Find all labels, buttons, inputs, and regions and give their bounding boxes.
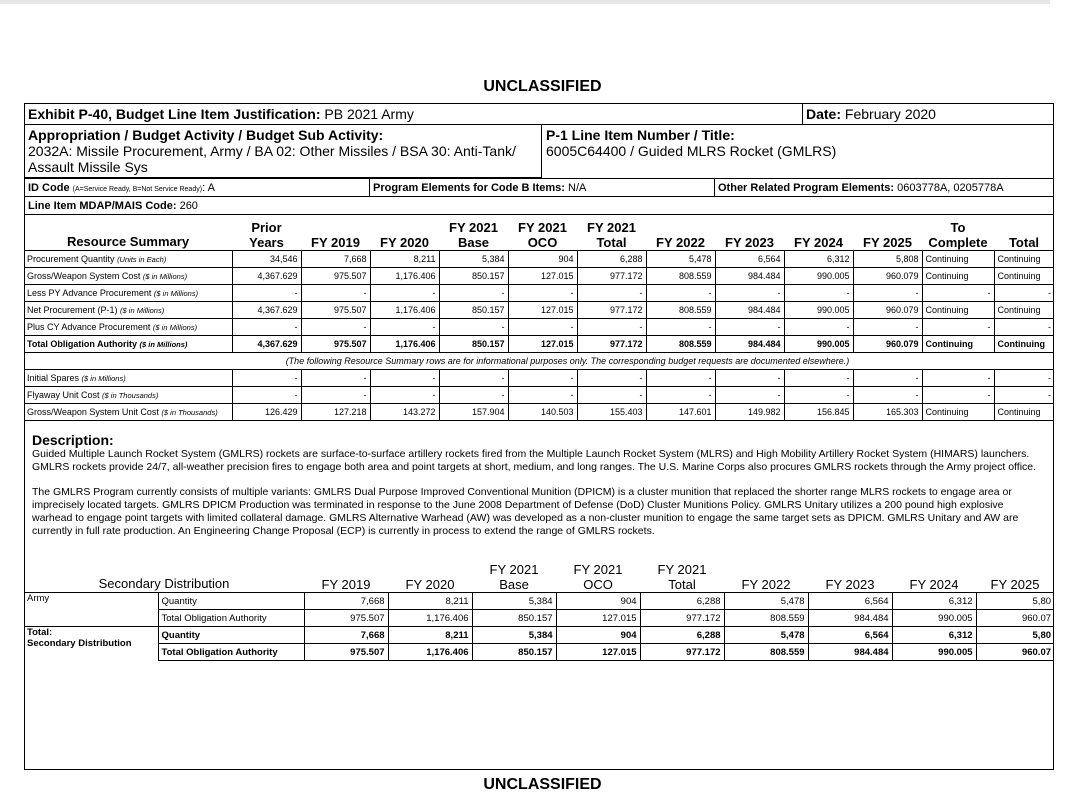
- other-pe-value: 0603778A, 0205778A: [894, 182, 1004, 194]
- cell: -: [784, 285, 853, 302]
- cell: -: [922, 387, 994, 404]
- cell: Continuing: [994, 404, 1054, 421]
- cell: -: [439, 370, 508, 387]
- column-header: FY 2021 Total: [587, 220, 636, 250]
- cell: 975.507: [304, 644, 388, 661]
- cell: -: [646, 285, 715, 302]
- cell: Continuing: [922, 268, 994, 285]
- table-row: [24, 644, 1054, 661]
- window-top-border: [0, 0, 1050, 4]
- cell: 5,478: [724, 627, 808, 644]
- column-header: Total: [1008, 235, 1040, 250]
- cell: -: [301, 319, 370, 336]
- cell: 156.845: [784, 404, 853, 421]
- cell: 975.507: [304, 610, 388, 627]
- cell: -: [853, 319, 922, 336]
- row-unit: ($ in Millions): [81, 374, 126, 383]
- group-label-subtext: Secondary Distribution: [27, 638, 132, 649]
- cell: -: [508, 285, 577, 302]
- cell: 5,384: [439, 251, 508, 268]
- cell: Continuing: [994, 251, 1054, 268]
- cell: 5,808: [853, 251, 922, 268]
- program-elements-field: [373, 182, 586, 194]
- cell: -: [784, 319, 853, 336]
- cell: 960.079: [853, 302, 922, 319]
- cell: -: [370, 387, 439, 404]
- table-row: [24, 336, 1054, 353]
- info-note: (The following Resource Summary rows are for informational purposes only. The corresponding budget requests are documented elsewhere.): [285, 356, 850, 366]
- mdap-label: Line Item MDAP/MAIS Code:: [28, 200, 177, 212]
- cell: 1,176.406: [388, 644, 472, 661]
- appropriation-label: Appropriation / Budget Activity / Budget Sub Activity:: [28, 127, 384, 143]
- table-row: [24, 251, 1054, 268]
- cell: -: [715, 285, 784, 302]
- cell: 850.157: [472, 610, 556, 627]
- cell: 977.172: [577, 336, 646, 353]
- table-row: [24, 268, 1054, 285]
- cell: 155.403: [577, 404, 646, 421]
- cell: -: [646, 319, 715, 336]
- cell: -: [439, 387, 508, 404]
- cell: -: [646, 370, 715, 387]
- cell: -: [784, 370, 853, 387]
- cell: 6,288: [577, 251, 646, 268]
- cell: 4,367.629: [232, 302, 301, 319]
- cell: -: [922, 285, 994, 302]
- cell: 977.172: [577, 268, 646, 285]
- column-header: FY 2021 Total: [657, 562, 707, 592]
- description-heading: Description:: [32, 432, 114, 448]
- cell: -: [370, 370, 439, 387]
- cell: -: [232, 319, 301, 336]
- cell: Continuing: [922, 251, 994, 268]
- description-paragraph-2: The GMLRS Program currently consists of multiple variants: GMLRS Dual Purpose Improved Conventional Munition (DPICM) is a cluster munition that replaced the shorter range MLRS rockets to engage area or imprecisely located targets. GMLRS DPICM Production was terminated in response to the June 2008 Department of Defense (DoD) Cluster Munitions Policy. GMLRS Unitary utilizes a 200 pound high explosive warhead to engage point targets with limited collateral damage. GMLRS Alternative Warhead (AW) was developed as a non-cluster munition to engage the same target sets as DPICM. GMLRS Unitary and AW are currently in full rate production. An Engineering Change Proposal (ECP) is currently in process to extend the range of GMLRS rockets.: [32, 486, 1019, 537]
- cell: -: [715, 319, 784, 336]
- cell: -: [646, 387, 715, 404]
- cell: 6,312: [784, 251, 853, 268]
- cell: 5,384: [472, 593, 556, 610]
- column-header: FY 2025: [863, 235, 912, 250]
- row-label-text: Gross/Weapon System Cost: [27, 271, 141, 281]
- row-label: [24, 370, 232, 387]
- cell: 808.559: [646, 268, 715, 285]
- cell: 127.015: [508, 302, 577, 319]
- row-unit: ($ in Thousands): [102, 391, 159, 400]
- exhibit-title: [28, 106, 414, 122]
- cell: 5,478: [646, 251, 715, 268]
- row-label: [24, 285, 232, 302]
- divider: [714, 178, 715, 197]
- cell: -: [994, 319, 1054, 336]
- id-code-field: [28, 182, 215, 194]
- column-header: FY 2020: [380, 235, 429, 250]
- other-program-elements-field: [718, 182, 1004, 194]
- cell: 4,367.629: [232, 336, 301, 353]
- cell: -: [301, 370, 370, 387]
- cell: 127.015: [556, 610, 640, 627]
- row-unit: ($ in Millions): [139, 340, 188, 349]
- cell: 850.157: [472, 644, 556, 661]
- group-label-text: Total:: [27, 627, 53, 638]
- table-row: [24, 302, 1054, 319]
- column-header: FY 2024: [794, 235, 843, 250]
- cell: Continuing: [922, 302, 994, 319]
- row-label-text: Plus CY Advance Procurement: [27, 322, 151, 332]
- cell: -: [994, 285, 1054, 302]
- group-label: [24, 593, 158, 627]
- column-header: FY 2021 Base: [489, 562, 539, 592]
- cell: -: [994, 370, 1054, 387]
- secondary-distribution-table: [24, 557, 1054, 661]
- cell: 850.157: [439, 336, 508, 353]
- cell: 850.157: [439, 302, 508, 319]
- cell: 5,80: [976, 593, 1054, 610]
- cell: -: [715, 370, 784, 387]
- row-label-text: Gross/Weapon System Unit Cost: [27, 407, 159, 417]
- cell: 143.272: [370, 404, 439, 421]
- cell: -: [232, 370, 301, 387]
- cell: 984.484: [715, 268, 784, 285]
- row-label-text: Net Procurement (P-1): [27, 305, 118, 315]
- column-header: FY 2020: [405, 577, 455, 592]
- cell: 984.484: [715, 302, 784, 319]
- resource-summary-header-row: [24, 215, 1054, 251]
- column-header: FY 2024: [909, 577, 959, 592]
- row-unit: ($ in Thousands): [161, 408, 218, 417]
- mdap-value: 260: [176, 200, 198, 212]
- other-pe-label: Other Related Program Elements:: [718, 182, 895, 194]
- column-header: FY 2019: [311, 235, 360, 250]
- exhibit-value: PB 2021 Army: [320, 106, 414, 122]
- table-row: [24, 370, 1054, 387]
- cell: 140.503: [508, 404, 577, 421]
- cell: -: [922, 370, 994, 387]
- cell: -: [301, 285, 370, 302]
- cell: 990.005: [784, 302, 853, 319]
- cell: 960.079: [853, 268, 922, 285]
- cell: Continuing: [994, 336, 1054, 353]
- cell: 127.015: [508, 268, 577, 285]
- cell: 149.982: [715, 404, 784, 421]
- row-label-text: Less PY Advance Procurement: [27, 288, 152, 298]
- p1-value: 6005C64400 / Guided MLRS Rocket (GMLRS): [546, 143, 837, 159]
- cell: 6,312: [892, 627, 976, 644]
- row-label: [24, 302, 232, 319]
- cell: -: [853, 370, 922, 387]
- cell: 127.015: [508, 336, 577, 353]
- row-label: [24, 387, 232, 404]
- exhibit-label: Exhibit P-40, Budget Line Item Justification:: [28, 106, 321, 122]
- p1-label: P-1 Line Item Number / Title:: [546, 127, 735, 143]
- row-unit: ($ in Millions): [142, 272, 188, 281]
- cell: 960.07: [976, 644, 1054, 661]
- appropriation-value-line2: Assault Missile Sys: [28, 159, 148, 175]
- cell: 975.507: [301, 336, 370, 353]
- column-header: FY 2021 OCO: [573, 562, 623, 592]
- cell: 975.507: [301, 268, 370, 285]
- cell: -: [508, 370, 577, 387]
- cell: Continuing: [922, 404, 994, 421]
- cell: 8,211: [388, 627, 472, 644]
- table-row: [24, 404, 1054, 421]
- cell: 7,668: [301, 251, 370, 268]
- cell: 1,176.406: [370, 336, 439, 353]
- cell: 8,211: [370, 251, 439, 268]
- description-paragraph-1: Guided Multiple Launch Rocket System (GMLRS) rockets are surface-to-surface artillery rockets fired from the Multiple Launch Rocket System (MLRS) and High Mobility Artillery Rocket System (HIMARS) launchers. GMLRS rockets provide 24/7, all-weather precision fires to engage both area and point targets at short, medium, and long ranges. The U.S. Marine Corps also procures GMLRS rockets through the Army project office.: [32, 448, 1037, 473]
- divider: [369, 178, 370, 197]
- row-label-text: Flyaway Unit Cost: [27, 390, 100, 400]
- cell: 975.507: [301, 302, 370, 319]
- column-header: FY 2023: [725, 235, 774, 250]
- row-unit: (Units in Each): [117, 255, 167, 264]
- cell: 984.484: [808, 610, 892, 627]
- cell: -: [715, 387, 784, 404]
- cell: 808.559: [646, 336, 715, 353]
- column-header: FY 2025: [990, 577, 1040, 592]
- cell: 5,384: [472, 627, 556, 644]
- table-row: [24, 610, 1054, 627]
- cell: 850.157: [439, 268, 508, 285]
- cell: -: [508, 319, 577, 336]
- table-row: [24, 387, 1054, 404]
- cell: 7,668: [304, 593, 388, 610]
- date-field: [806, 106, 936, 122]
- cell: 157.904: [439, 404, 508, 421]
- cell: -: [994, 387, 1054, 404]
- cell: 904: [556, 627, 640, 644]
- cell: 977.172: [640, 644, 724, 661]
- cell: -: [439, 319, 508, 336]
- cell: -: [508, 387, 577, 404]
- cell: 127.218: [301, 404, 370, 421]
- cell: -: [439, 285, 508, 302]
- cell: 34,546: [232, 251, 301, 268]
- row-label-text: Procurement Quantity: [27, 254, 115, 264]
- cell: 960.079: [853, 336, 922, 353]
- cell: -: [301, 387, 370, 404]
- column-header: FY 2019: [321, 577, 371, 592]
- cell: 984.484: [715, 336, 784, 353]
- cell: 904: [556, 593, 640, 610]
- cell: 977.172: [577, 302, 646, 319]
- group-label-text: Army: [27, 593, 50, 604]
- cell: 808.559: [724, 644, 808, 661]
- cell: 990.005: [892, 610, 976, 627]
- row-label: Total Obligation Authority: [158, 610, 304, 627]
- cell: 808.559: [724, 610, 808, 627]
- row-label: [24, 404, 232, 421]
- cell: -: [577, 285, 646, 302]
- appropriation-field: [28, 127, 516, 175]
- cell: 4,367.629: [232, 268, 301, 285]
- cell: 8,211: [388, 593, 472, 610]
- cell: 165.303: [853, 404, 922, 421]
- row-label: Quantity: [158, 627, 304, 644]
- table-row: [24, 319, 1054, 336]
- cell: 808.559: [646, 302, 715, 319]
- program-elements-value: N/A: [564, 182, 587, 194]
- secondary-distribution-header-row: [24, 557, 1054, 593]
- cell: -: [784, 387, 853, 404]
- column-header: FY 2021 OCO: [518, 220, 567, 250]
- id-code-value: : A: [202, 182, 215, 194]
- row-label: [24, 251, 232, 268]
- p1-line-item-field: [546, 127, 836, 159]
- cell: 127.015: [556, 644, 640, 661]
- resource-summary-table: [24, 215, 1054, 421]
- cell: Continuing: [994, 268, 1054, 285]
- cell: 147.601: [646, 404, 715, 421]
- cell: 984.484: [808, 644, 892, 661]
- table-row: [24, 593, 1054, 610]
- row-unit: ($ in Millions): [120, 306, 165, 315]
- cell: 1,176.406: [388, 610, 472, 627]
- cell: -: [370, 285, 439, 302]
- cell: 990.005: [784, 268, 853, 285]
- table-row: [24, 627, 1054, 644]
- cell: -: [853, 387, 922, 404]
- column-header: FY 2021 Base: [449, 220, 498, 250]
- id-code-label: ID Code: [28, 182, 70, 194]
- cell: -: [232, 387, 301, 404]
- column-header: FY 2023: [825, 577, 875, 592]
- date-label: Date:: [806, 106, 842, 122]
- cell: 990.005: [892, 644, 976, 661]
- column-header: FY 2022: [656, 235, 705, 250]
- row-label-text: Total Obligation Authority: [27, 339, 137, 349]
- cell: 7,668: [304, 627, 388, 644]
- date-value: February 2020: [841, 106, 936, 122]
- group-label: [24, 627, 158, 661]
- cell: Continuing: [922, 336, 994, 353]
- cell: 960.07: [976, 610, 1054, 627]
- cell: 5,80: [976, 627, 1054, 644]
- cell: 6,288: [640, 593, 724, 610]
- table-row: [24, 285, 1054, 302]
- column-header: FY 2022: [741, 577, 791, 592]
- cell: 1,176.406: [370, 302, 439, 319]
- cell: 990.005: [784, 336, 853, 353]
- cell: -: [370, 319, 439, 336]
- row-unit: ($ in Millions): [153, 289, 199, 298]
- column-header: To Complete: [928, 220, 988, 250]
- info-note-row: [24, 353, 1054, 370]
- column-header: Prior Years: [249, 220, 284, 250]
- secondary-distribution-title: Secondary Distribution: [98, 576, 230, 591]
- cell: 126.429: [232, 404, 301, 421]
- cell: -: [577, 370, 646, 387]
- appropriation-value-line1: 2032A: Missile Procurement, Army / BA 02: Other Missiles / BSA 30: Anti-Tank/: [28, 143, 516, 159]
- row-label: Total Obligation Authority: [158, 644, 304, 661]
- cell: 6,312: [892, 593, 976, 610]
- resource-summary-title: Resource Summary: [66, 234, 190, 249]
- description-section: [32, 432, 1044, 538]
- cell: -: [232, 285, 301, 302]
- row-label: [24, 268, 232, 285]
- cell: 6,288: [640, 627, 724, 644]
- cell: 904: [508, 251, 577, 268]
- cell: -: [577, 319, 646, 336]
- cell: 6,564: [808, 627, 892, 644]
- cell: Continuing: [994, 302, 1054, 319]
- row-unit: ($ in Millions): [152, 323, 198, 332]
- cell: 6,564: [808, 593, 892, 610]
- cell: -: [853, 285, 922, 302]
- cell: 977.172: [640, 610, 724, 627]
- cell: 6,564: [715, 251, 784, 268]
- row-label-text: Initial Spares: [27, 373, 80, 383]
- cell: -: [577, 387, 646, 404]
- classification-banner-bottom: UNCLASSIFIED: [483, 776, 602, 793]
- cell: 5,478: [724, 593, 808, 610]
- id-code-note: (A=Service Ready, B=Not Service Ready): [72, 186, 203, 193]
- row-label: [24, 336, 232, 353]
- mdap-field: [28, 200, 198, 212]
- classification-banner-top: UNCLASSIFIED: [483, 78, 602, 95]
- row-label: [24, 319, 232, 336]
- cell: 1,176.406: [370, 268, 439, 285]
- row-label: Quantity: [158, 593, 304, 610]
- program-elements-label: Program Elements for Code B Items:: [373, 182, 565, 194]
- cell: -: [922, 319, 994, 336]
